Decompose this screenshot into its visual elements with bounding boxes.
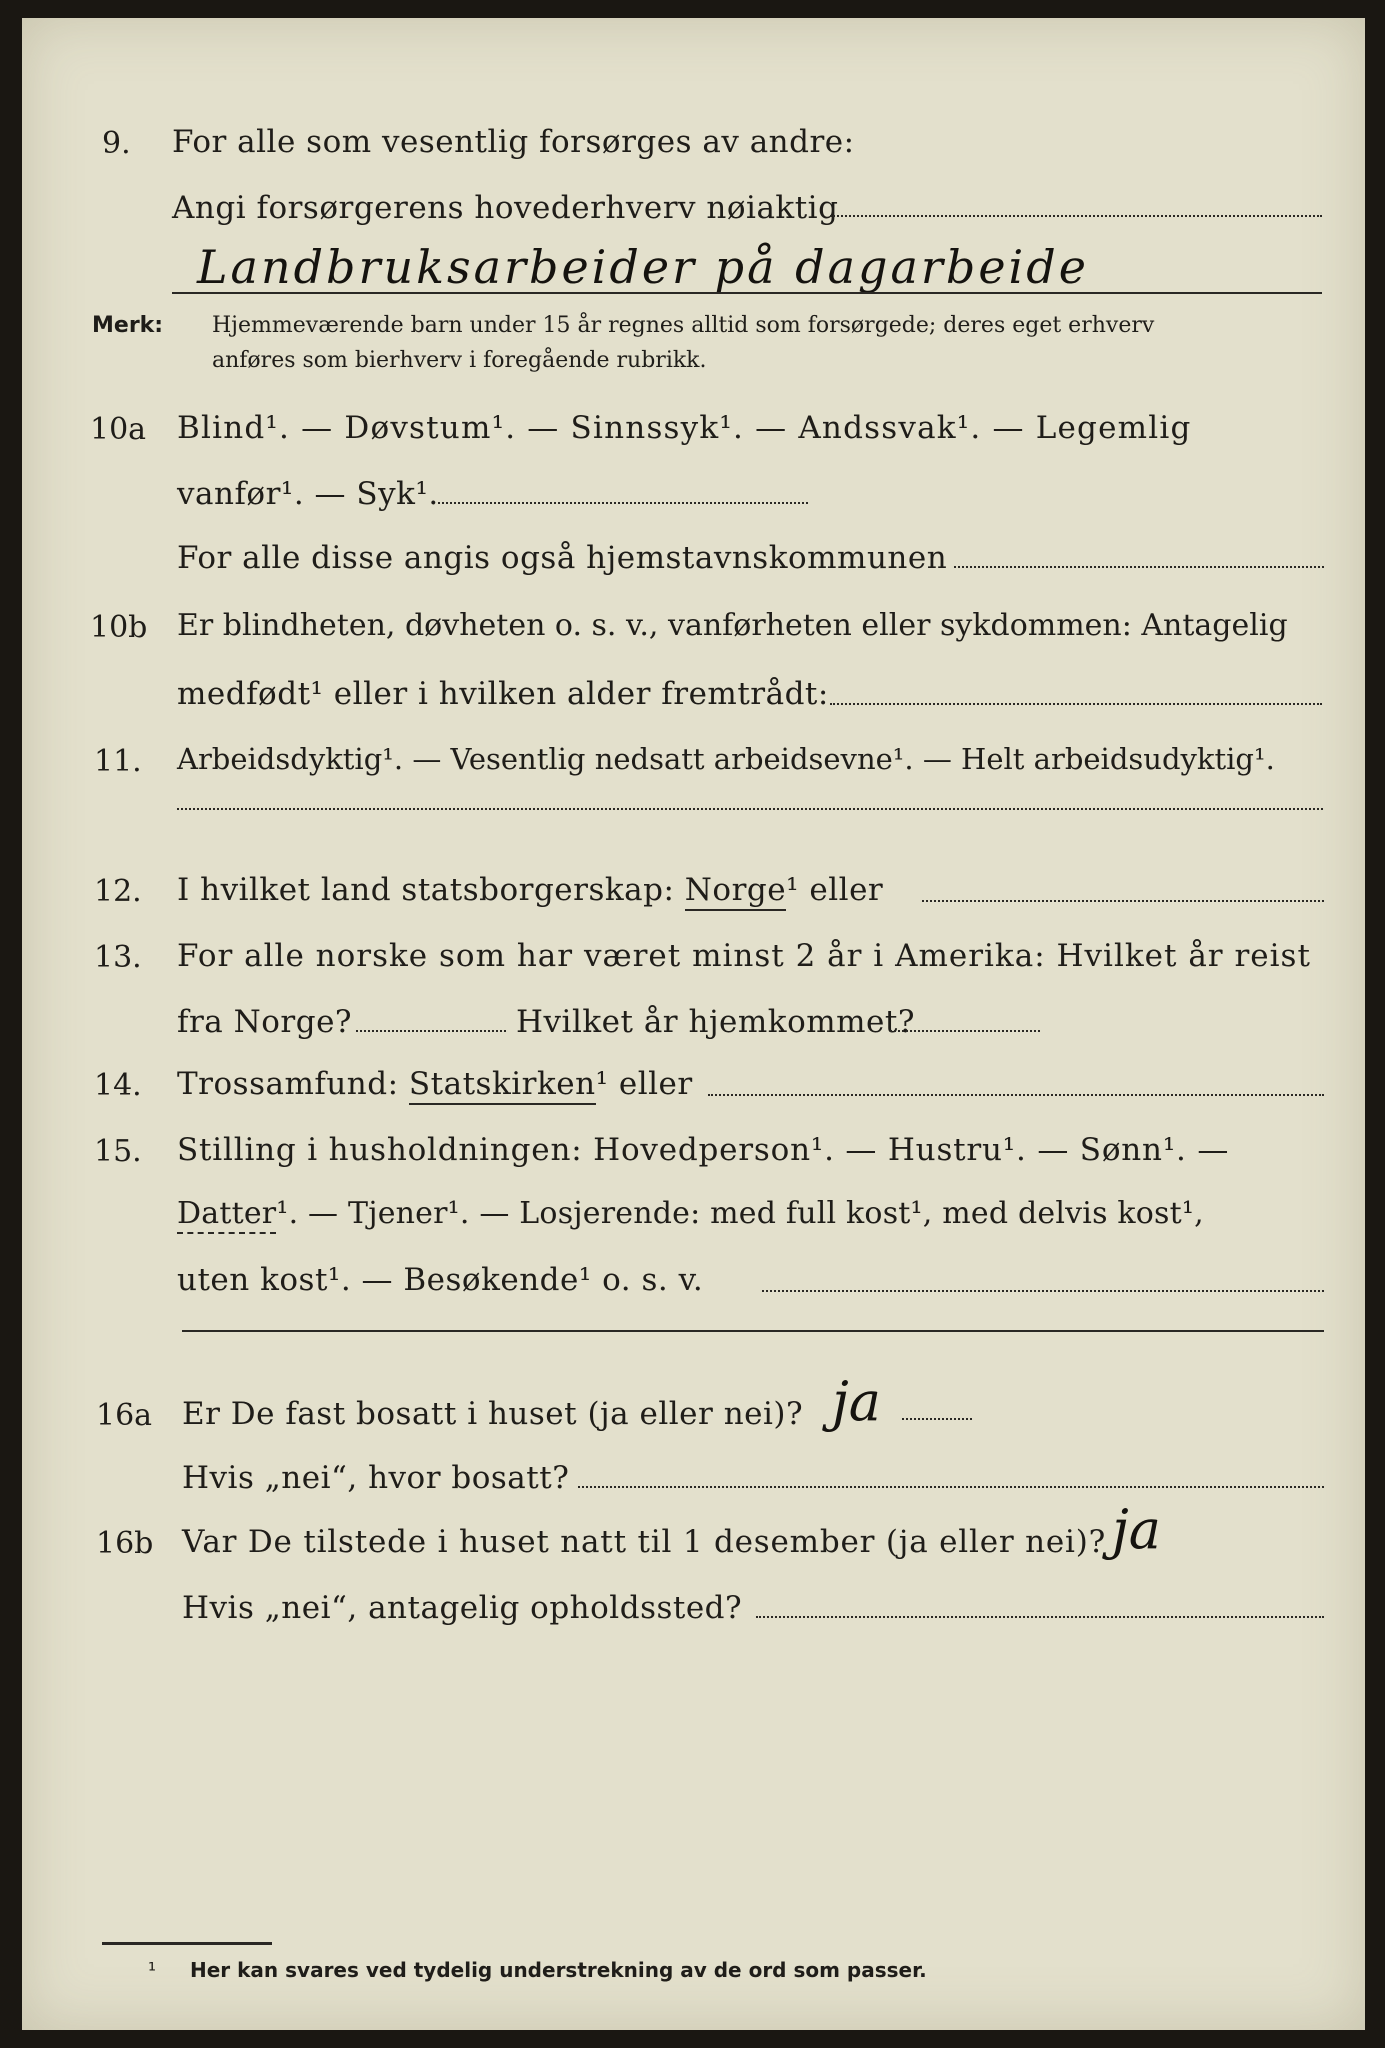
q16b-line2: Hvis „nei“, antagelig opholdssted? (182, 1590, 743, 1626)
q9-line2: Angi forsørgerens hovederhverv nøiaktig (172, 190, 839, 226)
q12-dotted-line (922, 900, 1324, 902)
merk-line2: anføres som bierhverv i foregående rubrikk. (212, 348, 707, 373)
q9-dotted-line (830, 215, 1322, 217)
q16a-dotted-line-2 (578, 1486, 1324, 1488)
q10a-line2: vanfør¹. — Syk¹. (177, 476, 439, 512)
footnote-mark: ¹ (148, 1958, 157, 1982)
q13-line2a: fra Norge? (177, 1004, 353, 1040)
q11-line1: Arbeidsdyktig¹. — Vesentlig nedsatt arbeidsevne¹. — Helt arbeidsudyktig¹. (177, 742, 1275, 776)
q15-answer-line (182, 1330, 1324, 1332)
q13-dotted-line-a (356, 1030, 506, 1032)
q9-handwritten-answer: Landbruksarbeider på dagarbeide (197, 240, 1089, 294)
q13-line2b: Hvilket år hjemkommet? (516, 1004, 915, 1040)
footnote-rule (102, 1942, 272, 1945)
q15-number: 15. (94, 1134, 142, 1169)
q11-number: 11. (94, 744, 142, 779)
q13-line1: For alle norske som har været minst 2 år i Amerika: Hvilket år reist (177, 938, 1311, 974)
q10a-line1: Blind¹. — Døvstum¹. — Sinnssyk¹. — Andssvak¹. — Legemlig (177, 410, 1192, 446)
q13-dotted-line-b (890, 1030, 1040, 1032)
q15-line2: Datter¹. — Tjener¹. — Losjerende: med full kost¹, med delvis kost¹, (177, 1196, 1204, 1231)
q16a-line2: Hvis „nei“, hvor bosatt? (182, 1460, 570, 1496)
q16a-number: 16a (96, 1398, 153, 1433)
q15-line1: Stilling i husholdningen: Hovedperson¹. — Hustru¹. — Sønn¹. — (177, 1132, 1230, 1168)
q10a-line3: For alle disse angis også hjemstavnskommunen (177, 540, 948, 576)
q16b-handwritten-answer: ja (1112, 1498, 1161, 1561)
q16b-dotted-line (756, 1616, 1324, 1618)
q16a-handwritten-answer: ja (832, 1370, 881, 1433)
q15-datter-underlined: Datter (177, 1196, 276, 1234)
q16b-line1: Var De tilstede i huset natt til 1 desember (ja eller nei)? (182, 1524, 1107, 1560)
q15-line3: uten kost¹. — Besøkende¹ o. s. v. (177, 1262, 704, 1298)
q10b-dotted-line (830, 703, 1322, 705)
q16a-dotted-line (902, 1418, 972, 1420)
q15-dotted-line (762, 1290, 1324, 1292)
q12-norge-underlined: Norge (685, 872, 786, 911)
q11-dotted-line (177, 808, 1323, 810)
q14-line: Trossamfund: Statskirken¹ eller (177, 1066, 693, 1102)
q14-number: 14. (94, 1068, 142, 1103)
q14-dotted-line (708, 1094, 1324, 1096)
merk-line1: Hjemmeværende barn under 15 år regnes alltid som forsørgede; deres eget erhverv (212, 313, 1155, 338)
census-form-page (22, 18, 1365, 2030)
q10b-line1: Er blindheten, døvheten o. s. v., vanførheten eller sykdommen: Antagelig (177, 608, 1288, 643)
q9-line1: For alle som vesentlig forsørges av andre: (172, 124, 855, 160)
q16b-number: 16b (96, 1526, 154, 1561)
merk-label: Merk: (92, 313, 164, 338)
q9-answer-line (172, 292, 1322, 294)
q10a-dotted-line (438, 502, 808, 504)
q12-number: 12. (94, 874, 142, 909)
q12-line: I hvilket land statsborgerskap: Norge¹ eller (177, 872, 883, 908)
q10b-number: 10b (90, 610, 148, 645)
footnote-text: Her kan svares ved tydelig understrekning av de ord som passer. (190, 1958, 927, 1982)
q10a-number: 10a (90, 412, 147, 447)
q16a-line1: Er De fast bosatt i huset (ja eller nei)? (182, 1396, 804, 1432)
q14-statskirken-underlined: Statskirken (409, 1066, 596, 1105)
q10b-line2: medfødt¹ eller i hvilken alder fremtrådt: (177, 676, 829, 712)
q10a-dotted-line-2 (954, 566, 1324, 568)
q9-number: 9. (102, 126, 131, 161)
q13-number: 13. (94, 940, 142, 975)
